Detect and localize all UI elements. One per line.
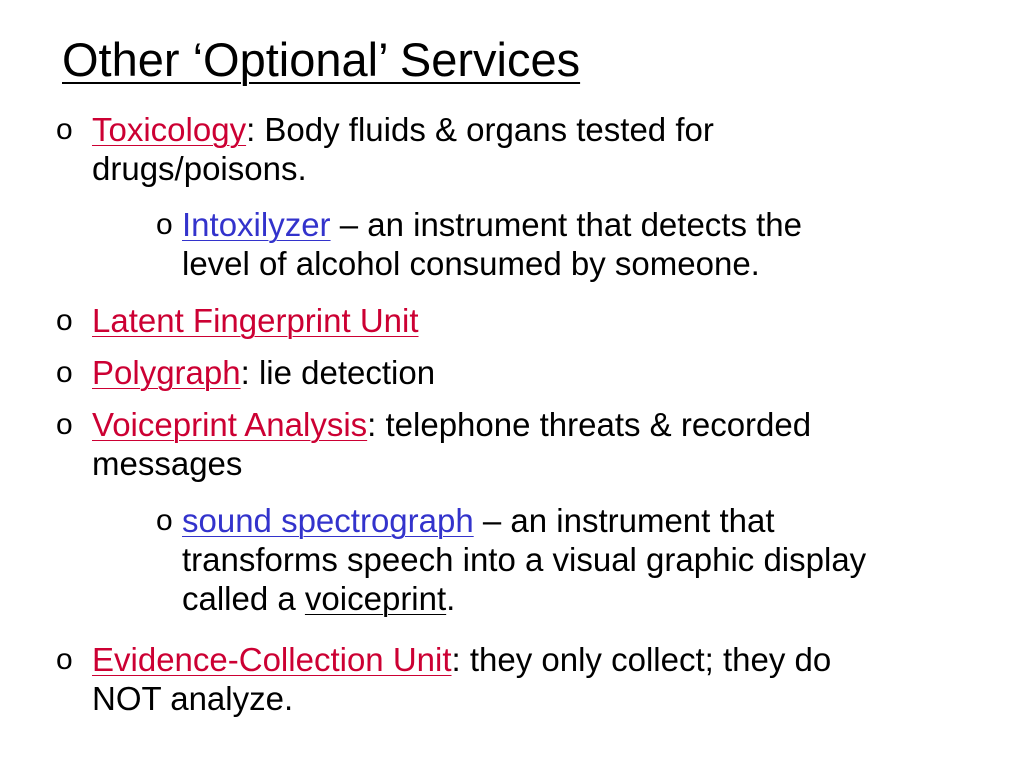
- item-text-continued: level of alcohol consumed by someone.: [182, 245, 760, 282]
- term-link-intoxilyzer[interactable]: Intoxilyzer: [182, 206, 331, 243]
- bullet-icon: o: [56, 113, 73, 146]
- bullet-icon: o: [156, 208, 173, 241]
- item-text: .: [446, 580, 456, 617]
- term-link-voiceprint[interactable]: voiceprint: [304, 580, 447, 617]
- list-item-latent-fingerprint: [56, 301, 419, 340]
- sublist-item-sound-spectrograph: [156, 501, 867, 618]
- item-text-continued: NOT analyze.: [92, 680, 294, 717]
- bullet-icon: o: [56, 643, 73, 676]
- term-link-voiceprint-analysis[interactable]: Voiceprint Analysis: [92, 406, 368, 443]
- slide-title: Other ‘Optional’ Services: [62, 33, 581, 86]
- item-text: : lie detection: [240, 354, 436, 391]
- term-link-polygraph[interactable]: Polygraph: [92, 354, 241, 391]
- sublist-item-intoxilyzer: [156, 205, 803, 283]
- item-text: : they only collect; they do: [451, 641, 832, 678]
- item-text: – an instrument that detects the: [330, 206, 803, 243]
- item-text-continued: messages: [92, 445, 243, 482]
- bullet-icon: o: [56, 408, 73, 441]
- item-text-continued: called a: [182, 580, 305, 617]
- list-item-evidence-collection: [56, 640, 832, 718]
- bullet-icon: o: [156, 504, 173, 537]
- term-link-evidence-collection[interactable]: Evidence-Collection Unit: [92, 641, 452, 678]
- item-text: : Body fluids & organs tested for: [246, 111, 714, 148]
- term-link-toxicology[interactable]: Toxicology: [92, 111, 247, 148]
- bullet-icon: o: [56, 304, 73, 337]
- term-link-sound-spectrograph[interactable]: sound spectrograph: [182, 502, 474, 539]
- item-text-continued: drugs/poisons.: [92, 150, 307, 187]
- item-text: – an instrument that: [473, 502, 775, 539]
- term-link-latent-fingerprint[interactable]: Latent Fingerprint Unit: [92, 302, 419, 339]
- list-item-voiceprint-analysis: [56, 405, 812, 483]
- item-text-continued: transforms speech into a visual graphic display: [182, 541, 867, 578]
- list-item-polygraph: [56, 353, 436, 392]
- item-text: : telephone threats & recorded: [367, 406, 812, 443]
- list-item-toxicology: [56, 110, 714, 188]
- bullet-icon: o: [56, 356, 73, 389]
